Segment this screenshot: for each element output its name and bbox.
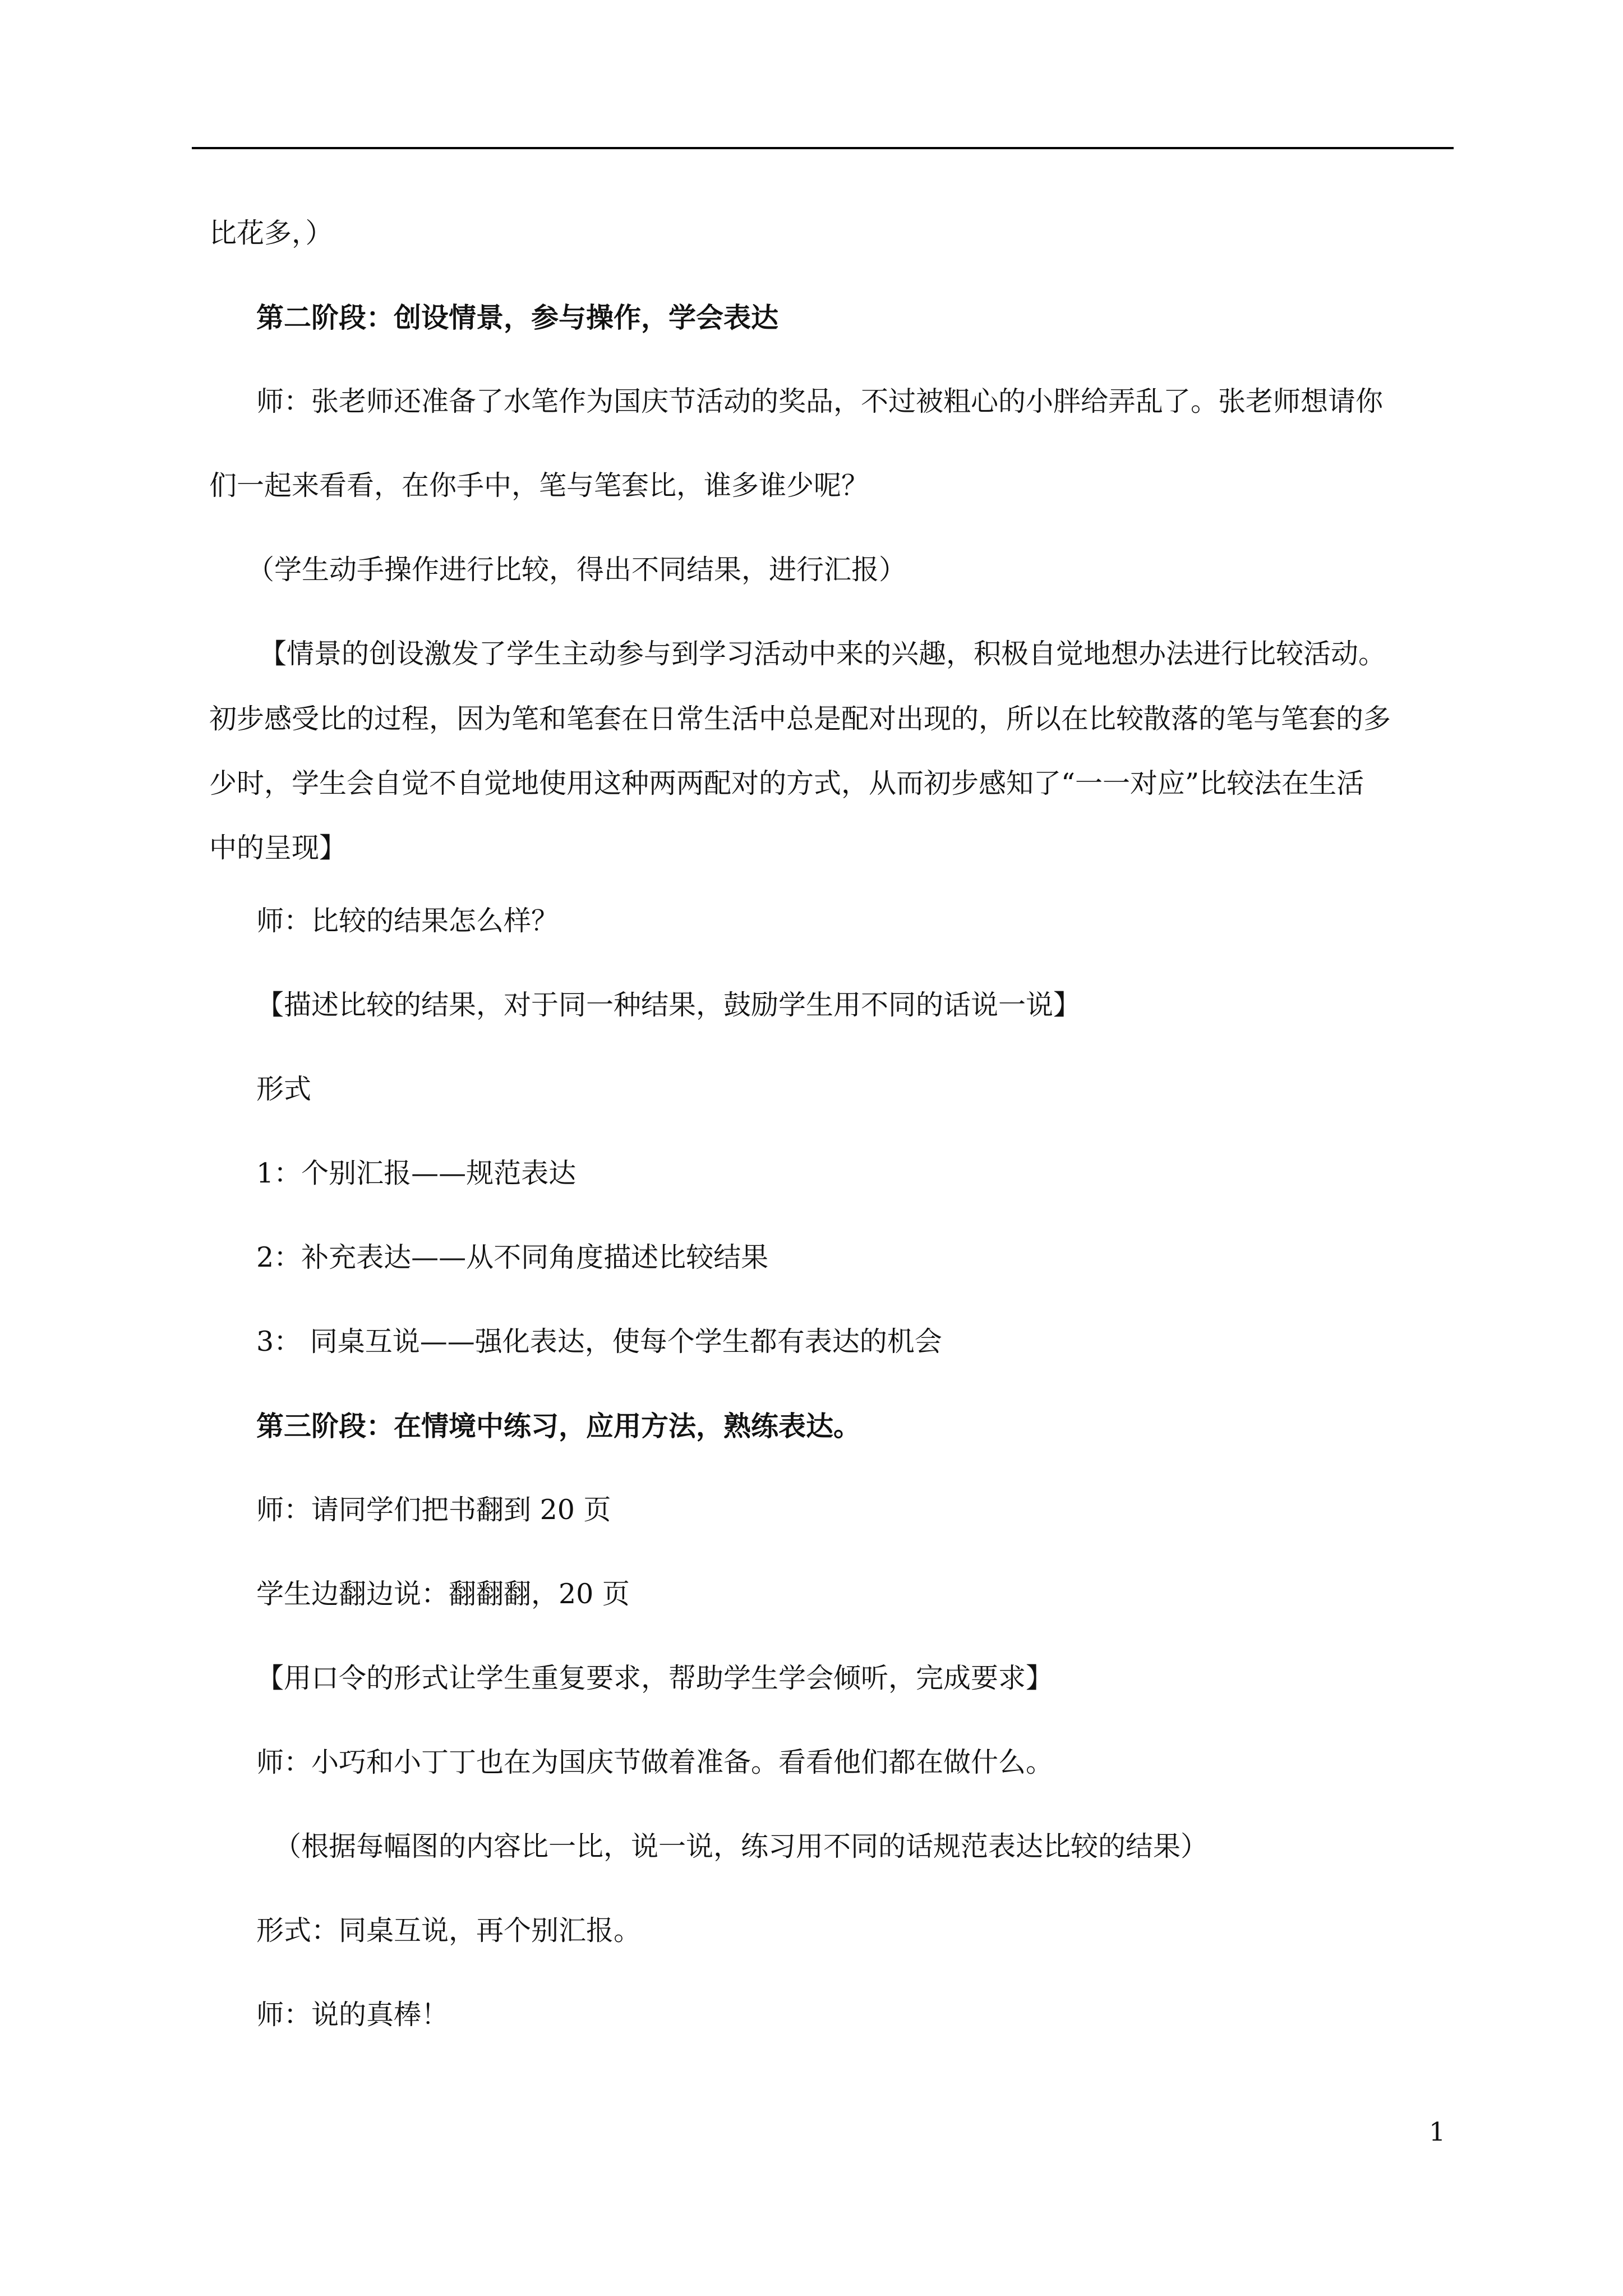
text-line: 【情景的创设激发了学生主动参与到学习活动中来的兴趣，积极自觉地想办法进行比较活动。 xyxy=(259,638,1386,670)
text-line: 师：请同学们把书翻到 20 页 xyxy=(256,1494,611,1526)
text-line: 学生边翻边说：翻翻翻，20 页 xyxy=(256,1578,630,1610)
section-heading-stage-two: 第二阶段：创设情景，参与操作，学会表达 xyxy=(256,301,779,334)
text-line: 【描述比较的结果，对于同一种结果，鼓励学生用不同的话说一说】 xyxy=(256,989,1081,1021)
text-line-continuation: 比花多，） xyxy=(209,217,333,249)
text-line: 中的呈现】 xyxy=(209,832,347,864)
text-line: 形式 xyxy=(256,1073,312,1105)
text-line: 初步感受比的过程，因为笔和笔套在日常生活中总是配对出现的，所以在比较散落的笔与笔套的多 xyxy=(209,703,1391,735)
text-line: 师：比较的结果怎么样？ xyxy=(256,905,559,937)
text-line: 形式：同桌互说，再个别汇报。 xyxy=(256,1915,642,1947)
text-line: 【用口令的形式让学生重复要求，帮助学生学会倾听，完成要求】 xyxy=(256,1662,1054,1694)
text-line: （学生动手操作进行比较，得出不同结果，进行汇报） xyxy=(247,554,907,586)
text-line: 师：小巧和小丁丁也在为国庆节做着准备。看看他们都在做什么。 xyxy=(256,1746,1054,1778)
list-item: 2：补充表达——从不同角度描述比较结果 xyxy=(256,1241,769,1273)
list-item: 3： 同桌互说——强化表达，使每个学生都有表达的机会 xyxy=(256,1326,942,1358)
page-number: 1 xyxy=(1429,2116,1446,2147)
text-line: 少时，学生会自觉不自觉地使用这种两两配对的方式，从而初步感知了“一一对应”比较法在生活 xyxy=(209,767,1364,799)
text-line: 师：说的真棒！ xyxy=(256,1999,449,2031)
text-line: 师：张老师还准备了水笔作为国庆节活动的奖品，不过被粗心的小胖给弄乱了。张老师想请你 xyxy=(256,385,1384,417)
text-line: 们一起来看看，在你手中，笔与笔套比，谁多谁少呢？ xyxy=(209,470,869,501)
list-item: 1：个别汇报——规范表达 xyxy=(256,1157,577,1189)
text-line: （根据每幅图的内容比一比，说一说，练习用不同的话规范表达比较的结果） xyxy=(274,1830,1209,1862)
header-rule xyxy=(192,147,1454,149)
section-heading-stage-three: 第三阶段：在情境中练习，应用方法，熟练表达。 xyxy=(256,1410,861,1442)
